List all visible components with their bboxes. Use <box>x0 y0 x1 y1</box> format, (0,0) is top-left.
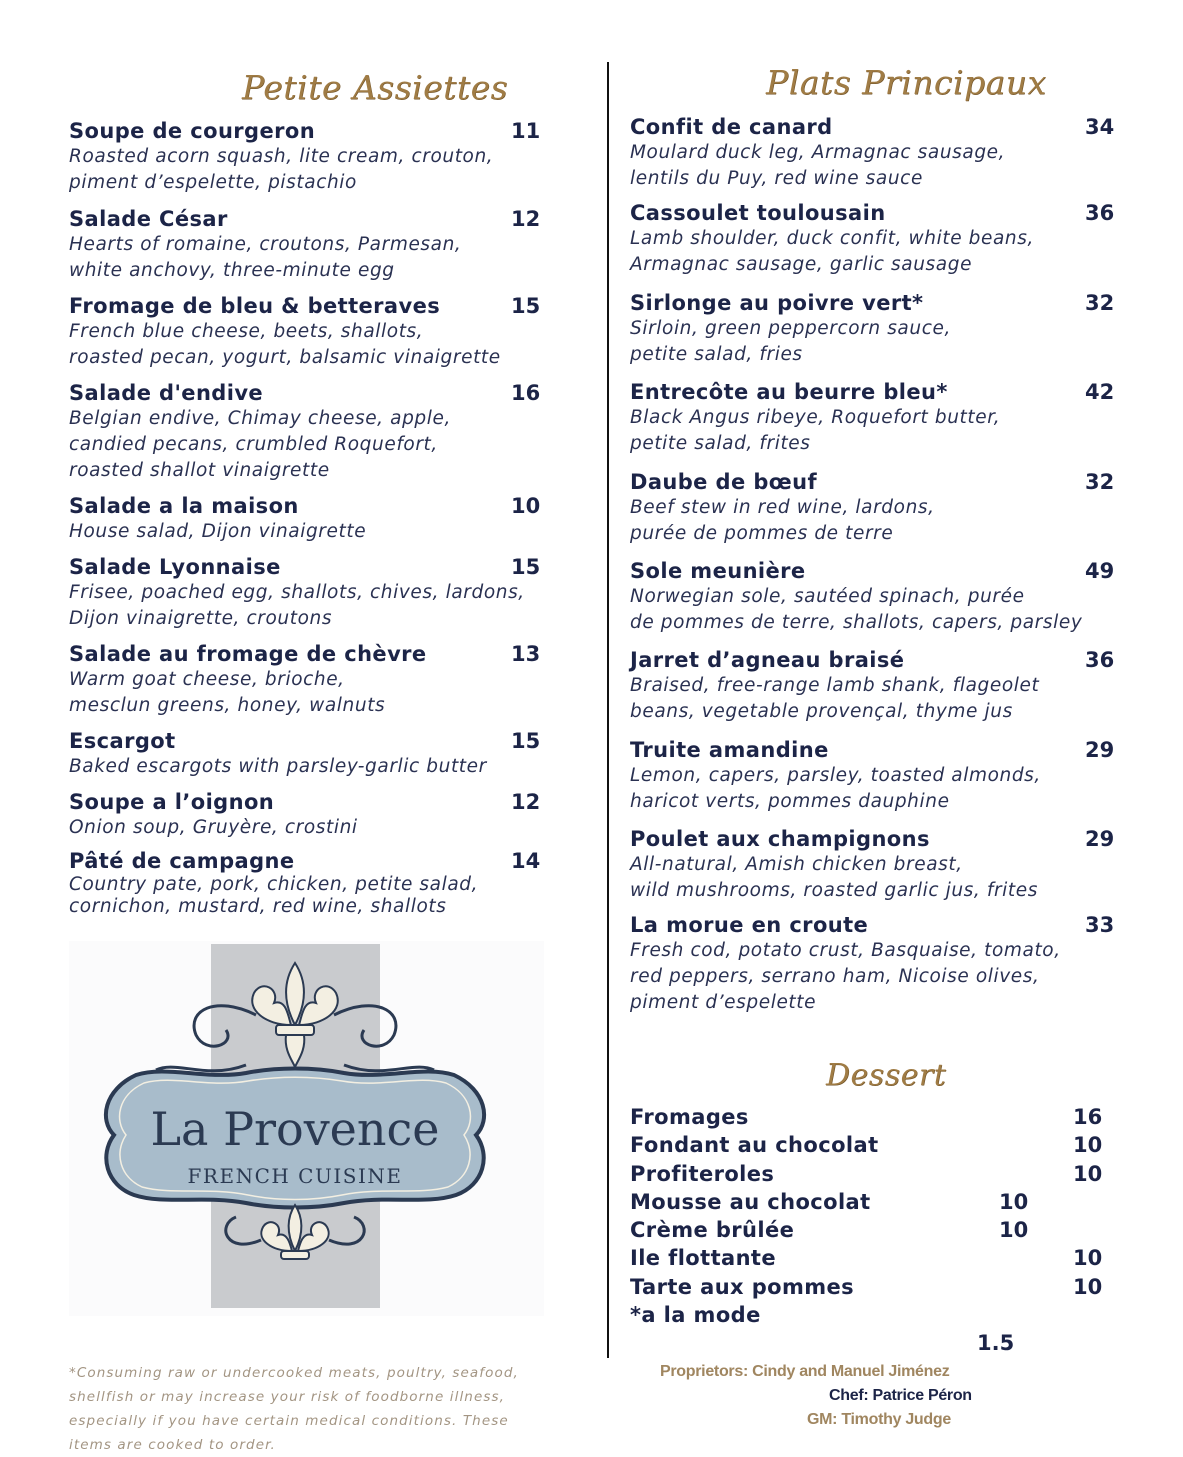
item-price: 13 <box>511 642 541 666</box>
gm-credit: GM: Timothy Judge <box>807 1411 951 1428</box>
item-description: Lamb shoulder, duck confit, white beans, Armagnac sausage, garlic sausage <box>630 228 1034 275</box>
item-description: Warm goat cheese, brioche, mesclun greens, honey, walnuts <box>69 669 386 716</box>
item-description: Sirloin, green peppercorn sauce, petite salad, fries <box>630 318 951 365</box>
item-name: Salade César <box>69 207 228 231</box>
dessert-item-price: 10 <box>999 1190 1029 1214</box>
logo-name: La Provence <box>150 1102 440 1156</box>
dessert-item-price: 10 <box>1073 1246 1103 1270</box>
menu-item <box>630 912 1115 1016</box>
item-name: Salade d'endive <box>69 381 264 405</box>
menu-item <box>630 114 1115 192</box>
dessert-item-price: 16 <box>1073 1105 1103 1129</box>
dessert-item-name: Mousse au chocolat <box>630 1190 871 1214</box>
item-description: Country pate, pork, chicken, petite salad, cornichon, mustard, red wine, shallots <box>69 874 479 917</box>
chef-credit: Chef: Patrice Péron <box>829 1387 972 1404</box>
menu-item <box>630 826 1115 904</box>
menu-item <box>69 293 539 371</box>
dessert-item-name: Tarte aux pommes <box>630 1275 855 1299</box>
item-price: 42 <box>1085 380 1115 404</box>
proprietors-credit: Proprietors: Cindy and Manuel Jiménez <box>660 1363 950 1380</box>
item-price: 14 <box>511 849 541 873</box>
item-description: Hearts of romaine, croutons, Parmesan, white anchovy, three-minute egg <box>69 234 462 281</box>
section-title-petite-assiettes: Petite Assiettes <box>242 68 509 107</box>
restaurant-logo <box>96 955 494 1285</box>
dessert-item-name: Ile flottante <box>630 1246 777 1270</box>
item-name: Cassoulet toulousain <box>630 201 886 225</box>
dessert-item-price: 10 <box>999 1218 1029 1242</box>
item-name: La morue en croute <box>630 913 869 937</box>
item-name: Sole meunière <box>630 559 806 583</box>
item-description: Belgian endive, Chimay cheese, apple, candied pecans, crumbled Roquefort, roasted shallot vinaigrette <box>69 408 451 481</box>
item-name: Confit de canard <box>630 115 833 139</box>
item-price: 36 <box>1085 648 1115 672</box>
menu-item <box>69 493 539 545</box>
item-name: Soupe de courgeron <box>69 119 316 143</box>
item-name: Entrecôte au beurre bleu* <box>630 380 948 404</box>
item-price: 10 <box>511 494 541 518</box>
dessert-item-name: *a la mode <box>630 1303 761 1327</box>
item-name: Daube de bœuf <box>630 470 818 494</box>
item-price: 16 <box>511 381 541 405</box>
menu-item <box>630 647 1115 725</box>
item-price: 15 <box>511 729 541 753</box>
item-description: Norwegian sole, sautéed spinach, purée de pommes de terre, shallots, capers, parsley <box>630 586 1083 633</box>
menu-item <box>69 380 539 484</box>
dessert-item-name: Fromages <box>630 1105 749 1129</box>
item-name: Poulet aux champignons <box>630 827 930 851</box>
item-price: 36 <box>1085 201 1115 225</box>
menu-item <box>69 206 539 284</box>
item-price: 11 <box>511 119 541 143</box>
menu-item <box>69 118 539 196</box>
dessert-item-price: 10 <box>1073 1275 1103 1299</box>
item-description: House salad, Dijon vinaigrette <box>69 521 367 542</box>
menu-item <box>630 379 1115 457</box>
item-price: 15 <box>511 555 541 579</box>
item-name: Salade a la maison <box>69 494 299 518</box>
menu-item <box>69 848 539 918</box>
item-price: 32 <box>1085 291 1115 315</box>
dessert-item-price: 10 <box>1073 1162 1103 1186</box>
item-name: Jarret d’agneau braisé <box>630 648 905 672</box>
menu-item <box>69 554 539 632</box>
menu-item <box>630 469 1115 547</box>
item-description: Black Angus ribeye, Roquefort butter, petite salad, frites <box>630 407 1001 454</box>
item-name: Escargot <box>69 729 176 753</box>
item-price: 15 <box>511 294 541 318</box>
item-price: 29 <box>1085 827 1115 851</box>
dessert-item-price: 10 <box>1073 1133 1103 1157</box>
item-name: Fromage de bleu & betteraves <box>69 294 441 318</box>
menu-item <box>69 641 539 719</box>
item-description: Fresh cod, potato crust, Basquaise, tomato, red peppers, serrano ham, Nicoise olives, piment d’espelette <box>630 940 1061 1013</box>
item-price: 12 <box>511 207 541 231</box>
item-name: Salade Lyonnaise <box>69 555 281 579</box>
item-name: Sirlonge au poivre vert* <box>630 291 924 315</box>
item-description: Baked escargots with parsley-garlic butter <box>69 756 487 777</box>
item-price: 49 <box>1085 559 1115 583</box>
section-title-plats-principaux: Plats Principaux <box>766 63 1047 102</box>
item-price: 32 <box>1085 470 1115 494</box>
item-description: Roasted acorn squash, lite cream, crouton, piment d’espelette, pistachio <box>69 146 494 193</box>
item-description: Beef stew in red wine, lardons, purée de pommes de terre <box>630 497 935 544</box>
dessert-item-name: Profiteroles <box>630 1162 775 1186</box>
menu-item <box>69 728 539 780</box>
menu-item <box>630 200 1115 278</box>
item-name: Truite amandine <box>630 738 829 762</box>
item-description: All-natural, Amish chicken breast, wild mushrooms, roasted garlic jus, frites <box>630 854 1038 901</box>
logo-tagline: FRENCH CUISINE <box>187 1164 403 1188</box>
item-description: Moulard duck leg, Armagnac sausage, lentils du Puy, red wine sauce <box>630 142 1006 189</box>
item-description: Lemon, capers, parsley, toasted almonds, haricot verts, pommes dauphine <box>630 765 1041 812</box>
section-title-dessert: Dessert <box>826 1058 947 1093</box>
health-disclaimer: *Consuming raw or undercooked meats, poultry, seafood, shellfish or may increase your risk of foodborne illness, especially if you have certain medical conditions. These items are cooked to order. <box>69 1365 519 1453</box>
fleur-de-lis-top-icon <box>252 963 338 1067</box>
dessert-item-price: 1.5 <box>977 1331 1015 1355</box>
dessert-item-name: Crème brûlée <box>630 1218 795 1242</box>
fleur-de-lis-bottom-icon <box>261 1205 328 1259</box>
item-price: 33 <box>1085 913 1115 937</box>
menu-item <box>69 789 539 841</box>
item-name: Soupe a l’oignon <box>69 790 275 814</box>
item-name: Pâté de campagne <box>69 849 295 873</box>
dessert-item-name: Fondant au chocolat <box>630 1133 879 1157</box>
column-divider <box>607 62 609 1358</box>
item-description: French blue cheese, beets, shallots, roasted pecan, yogurt, balsamic vinaigrette <box>69 321 501 368</box>
item-price: 34 <box>1085 115 1115 139</box>
item-description: Frisee, poached egg, shallots, chives, lardons, Dijon vinaigrette, croutons <box>69 582 525 629</box>
menu-item <box>630 558 1115 636</box>
item-price: 12 <box>511 790 541 814</box>
item-name: Salade au fromage de chèvre <box>69 642 427 666</box>
menu-item <box>630 737 1115 815</box>
item-price: 29 <box>1085 738 1115 762</box>
item-description: Braised, free-range lamb shank, flageolet beans, vegetable provençal, thyme jus <box>630 675 1040 722</box>
menu-item <box>630 290 1115 368</box>
item-description: Onion soup, Gruyère, crostini <box>69 817 358 838</box>
